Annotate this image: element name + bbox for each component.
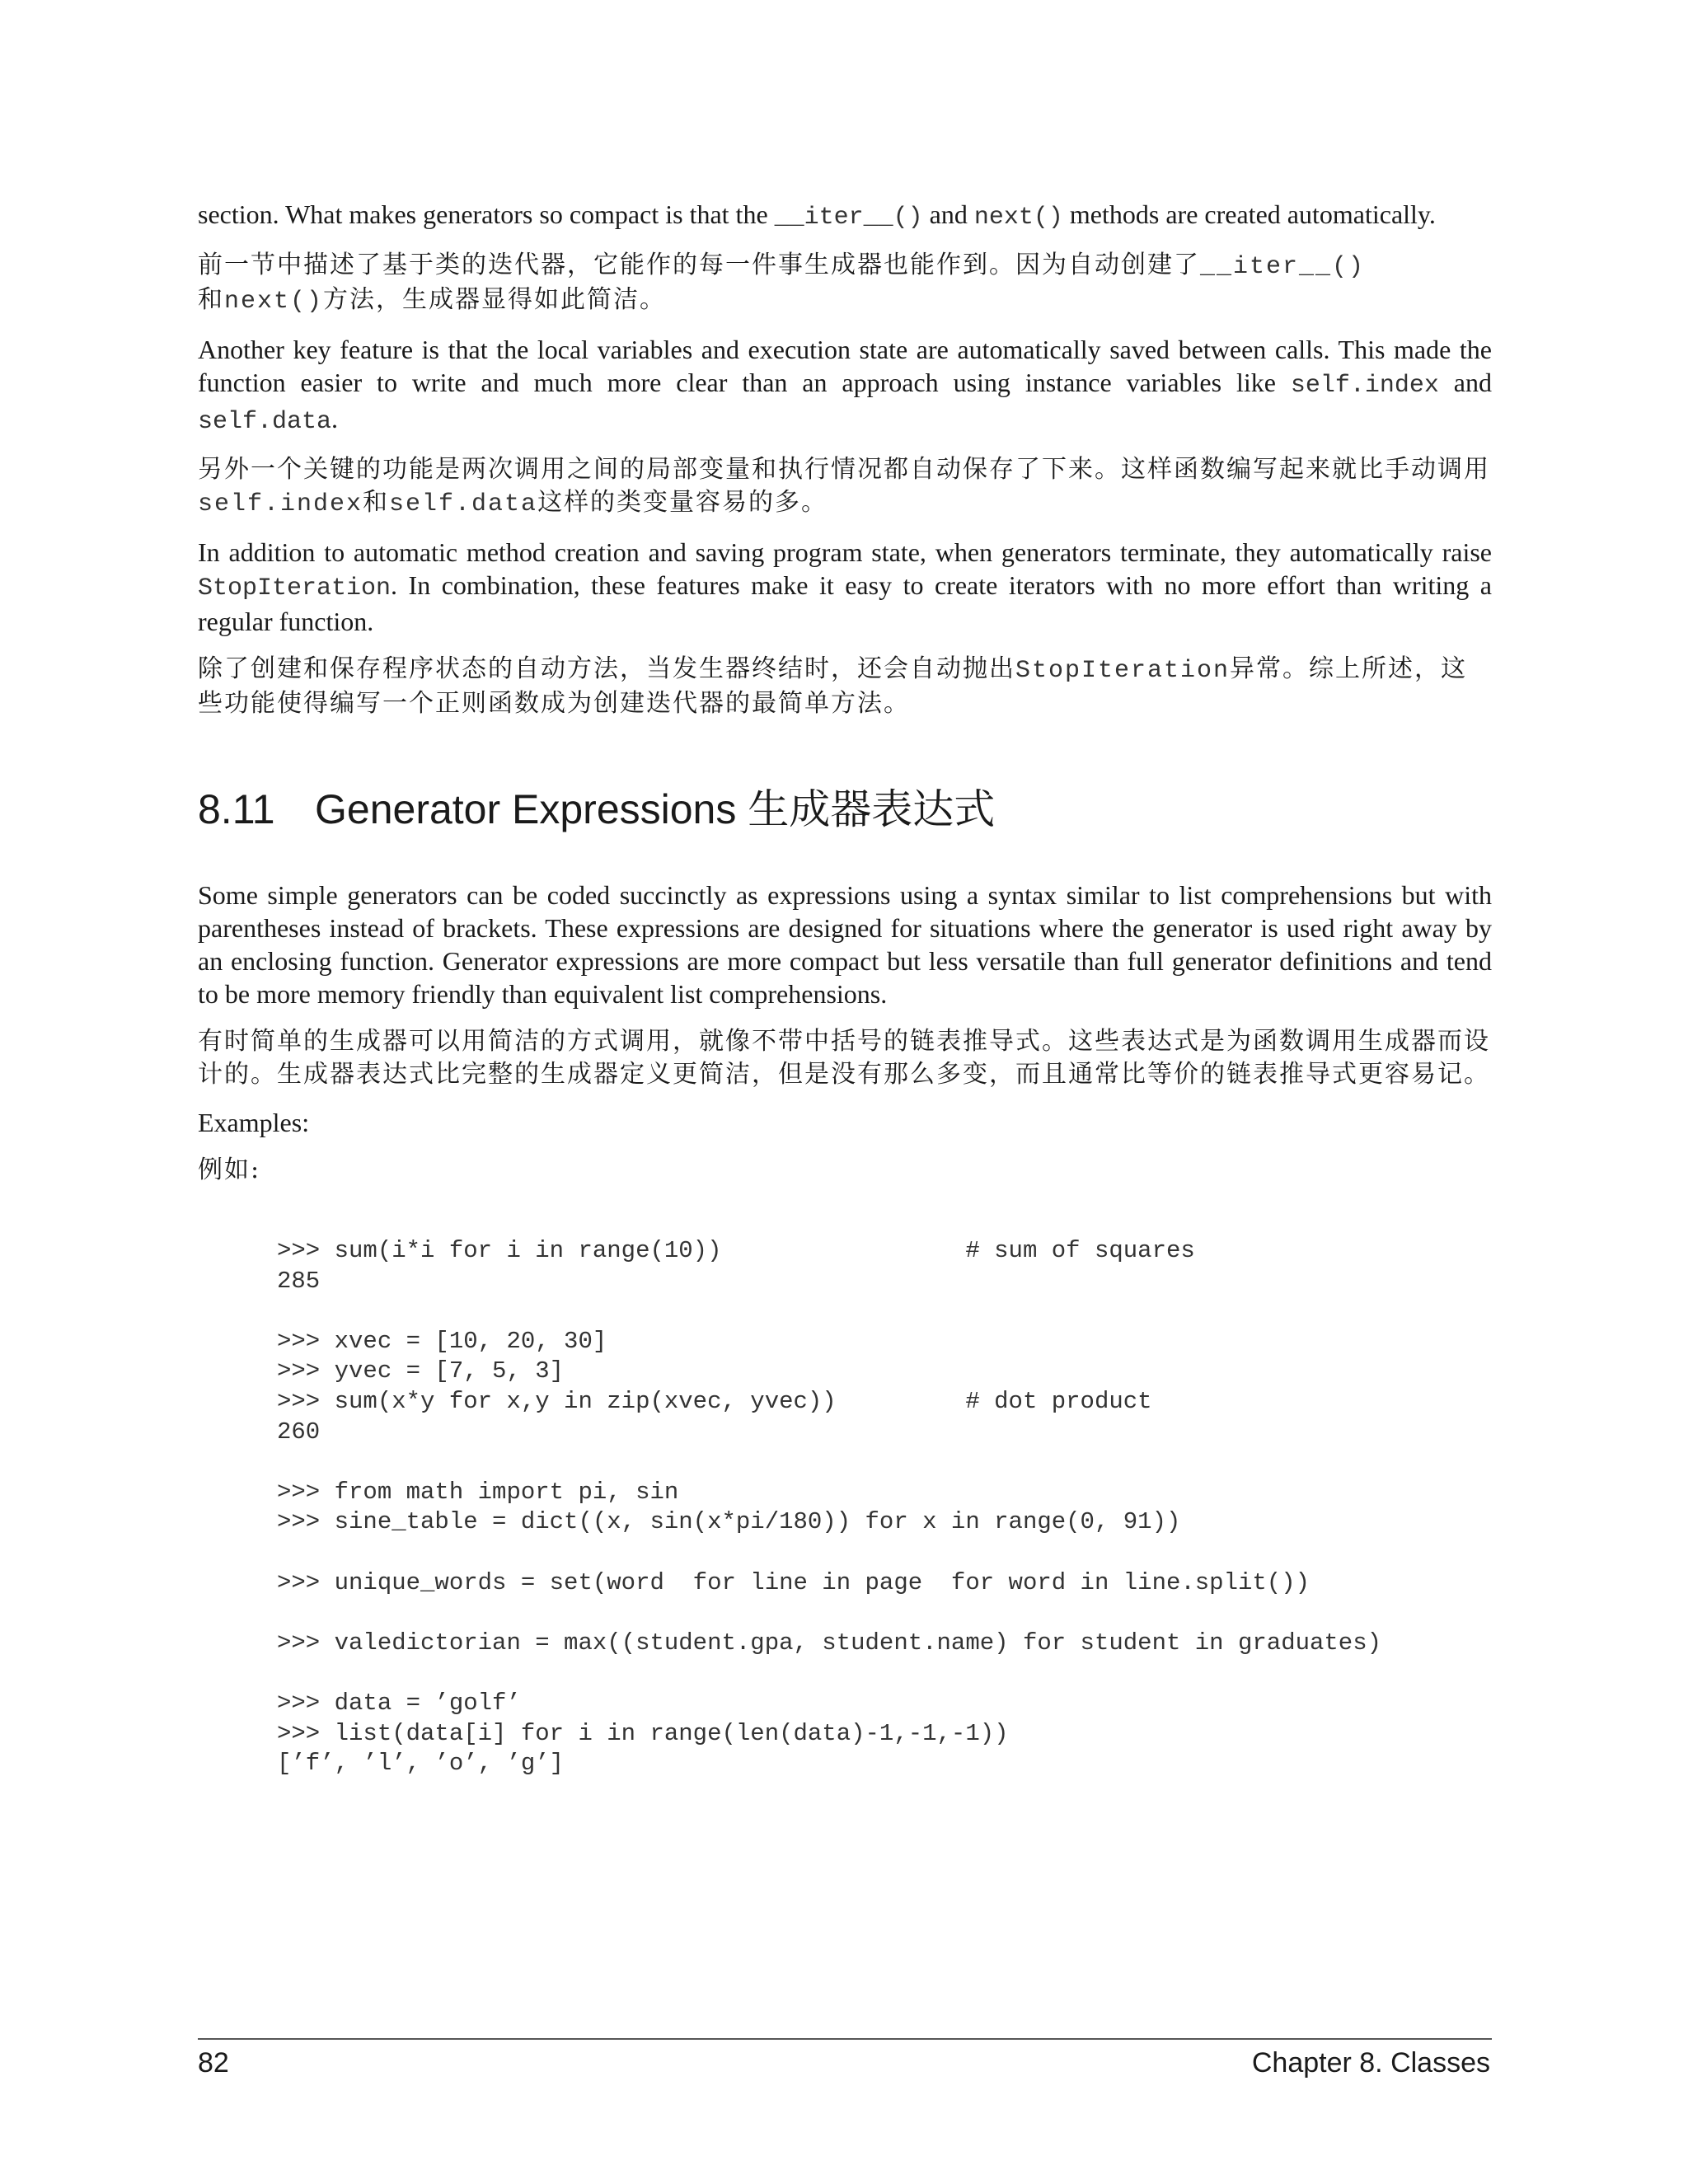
code-example-block xyxy=(277,1236,1492,1779)
code-line: >>> from math import pi, sin xyxy=(277,1478,679,1506)
text-span: . In combination, these features make it easy to create iterators with no more effort than writing a regular function. xyxy=(198,570,1492,636)
code-line: >>> data = ’golf’ xyxy=(277,1689,521,1717)
inline-code: self.data xyxy=(198,408,332,436)
paragraph-generators-compact-zh xyxy=(198,249,1492,318)
code-line xyxy=(277,1447,1492,1478)
code-line: >>> xvec = [10, 20, 30] xyxy=(277,1327,607,1355)
text-span: 方法，生成器显得如此简洁。 xyxy=(323,285,667,314)
text-span: and xyxy=(922,199,974,229)
inline-code: next() xyxy=(973,204,1063,232)
page-number: 82 xyxy=(198,2047,229,2079)
inline-code: self.data xyxy=(389,490,538,518)
inline-code: __iter__() xyxy=(774,204,923,232)
code-line: >>> sum(i*i for i in range(10)) # sum of squares xyxy=(277,1237,1195,1264)
code-line xyxy=(277,1598,1492,1629)
chapter-label: Chapter 8. Classes xyxy=(1251,2047,1490,2079)
inline-code: self.index xyxy=(1290,372,1439,400)
footer-divider xyxy=(198,2038,1492,2040)
text-span: and xyxy=(1438,368,1493,397)
code-line: >>> list(data[i] for i in range(len(data)-1,-1,-1)) xyxy=(277,1719,1009,1747)
text-span: . xyxy=(331,404,339,434)
text-span: Another key feature is that the local variables and execution state are automatically saved between calls. This made the function easier to write and much more clear than an approach using instance variables like xyxy=(198,335,1492,397)
code-line: >>> valedictorian = max((student.gpa, student.name) for student in graduates) xyxy=(277,1629,1382,1657)
code-line: >>> unique_words = set(word for line in page for word in line.split()) xyxy=(277,1568,1311,1596)
text-span: section. What makes generators so compact is that the xyxy=(198,199,775,229)
text-span: 这样的类变量容易的多。 xyxy=(537,488,828,517)
inline-code: StopIteration xyxy=(198,574,392,602)
code-line: 260 xyxy=(277,1418,321,1446)
section-title: Generator Expressions 生成器表达式 xyxy=(315,786,996,832)
text-span: 异常。综上所述，这些功能使得编写一个正则函数成为创建迭代器的最简单方法。 xyxy=(198,654,1468,718)
inline-code: next() xyxy=(224,288,324,316)
code-line: [’f’, ’l’, ’o’, ’g’] xyxy=(277,1750,565,1778)
inline-code: __iter__() xyxy=(1200,253,1366,281)
text-span: In addition to automatic method creation and saving program state, when generators terminate, they automatically raise xyxy=(198,537,1492,567)
text-span: 前一节中描述了基于类的迭代器，它能作的每一件事生成器也能作到。因为自动创建了 xyxy=(198,251,1200,279)
code-line xyxy=(277,1296,1492,1327)
page-body xyxy=(198,198,1492,1779)
paragraph-generator-expressions: Some simple generators can be coded succinctly as expressions using a syntax similar to list comprehensions but with parentheses instead of brackets. These expressions are designed for situations where the generator is used right away by an enclosing function. Generator expressions are more compact but less versatile than full generator definitions and tend to be more memory friendly than equivalent list comprehensions. xyxy=(198,880,1492,1009)
code-line: >>> sine_table = dict((x, sin(x*pi/180)) for x in range(0, 91)) xyxy=(277,1508,1181,1536)
section-heading xyxy=(198,785,1492,834)
paragraph-stopiteration xyxy=(198,536,1492,638)
paragraph-stopiteration-zh xyxy=(198,653,1492,720)
examples-label: Examples: xyxy=(198,1108,310,1137)
examples-label-zh: 例如: xyxy=(198,1155,261,1184)
code-line: >>> sum(x*y for x,y in zip(xvec, yvec)) # dot product xyxy=(277,1387,1152,1415)
inline-code: self.index xyxy=(198,490,363,518)
text-span: 和 xyxy=(363,488,390,517)
code-line xyxy=(277,1658,1492,1689)
text-span: 除了创建和保存程序状态的自动方法，当发生器终结时，还会自动抛出 xyxy=(198,654,1015,683)
paragraph-local-variables xyxy=(198,333,1492,438)
code-line: 285 xyxy=(277,1267,321,1295)
text-span: 和 xyxy=(198,285,224,314)
paragraph-generator-expressions-zh: 有时简单的生成器可以用简洁的方式调用，就像不带中括号的链表推导式。这些表达式是为函数调用生成器而设计的。生成器表达式比完整的生成器定义更简洁，但是没有那么多变，而且通常比等价的链表推导式更容易记。 xyxy=(198,1027,1490,1089)
paragraph-generators-compact xyxy=(198,198,1492,234)
text-span: methods are created automatically. xyxy=(1062,199,1436,229)
section-number: 8.11 xyxy=(198,786,275,832)
paragraph-local-variables-zh xyxy=(198,453,1492,521)
text-span: 另外一个关键的功能是两次调用之间的局部变量和执行情况都自动保存了下来。这样函数编写起来就比手动调用 xyxy=(198,455,1490,484)
code-line: >>> yvec = [7, 5, 3] xyxy=(277,1357,565,1385)
inline-code: StopIteration xyxy=(1015,657,1231,685)
code-line xyxy=(277,1538,1492,1568)
